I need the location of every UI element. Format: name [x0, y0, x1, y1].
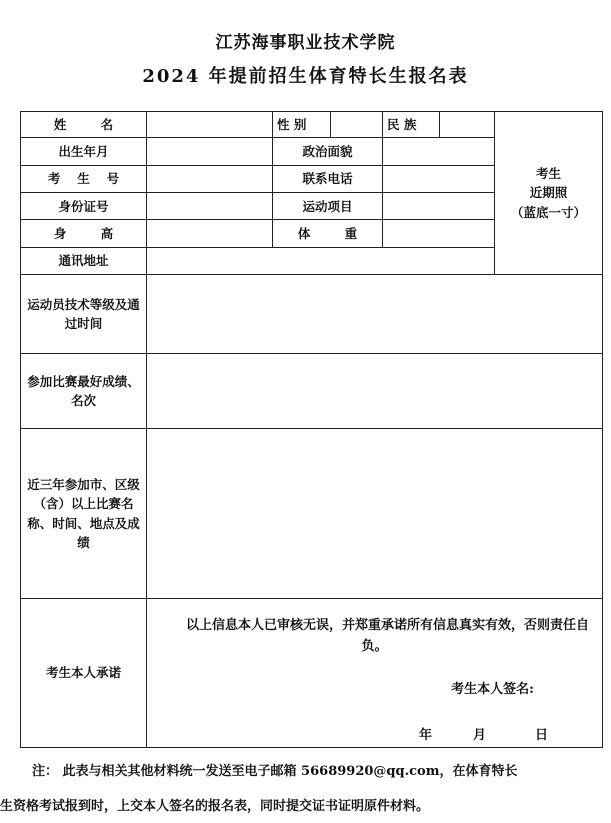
birth-label: 出生年月	[21, 138, 147, 165]
note-line-2: 生资格考试报到时，上交本人签名的报名表，同时提交证书证明原件材料。	[0, 799, 430, 814]
ethnicity-field[interactable]	[440, 112, 495, 138]
sport-field[interactable]	[383, 193, 495, 220]
id-no-label: 身份证号	[21, 193, 147, 220]
phone-label: 联系电话	[273, 165, 383, 192]
weight-field[interactable]	[383, 220, 495, 247]
photo-label-3: （蓝底一寸）	[510, 204, 586, 220]
exam-no-label: 考 生 号	[21, 165, 147, 192]
year-label: 年	[419, 727, 433, 743]
pledge-text: 以上信息本人已审核无误，并郑重承诺所有信息真实有效，否则责任自负。	[185, 618, 589, 655]
phone-field[interactable]	[383, 165, 495, 192]
address-label: 通讯地址	[21, 247, 147, 274]
birth-field[interactable]	[147, 138, 273, 165]
photo-label-2: 近期照	[529, 185, 568, 201]
gender-label: 性 别	[273, 112, 331, 138]
name-label: 姓 名	[21, 112, 147, 138]
photo-label-1: 考生	[535, 165, 561, 181]
political-label: 政治面貌	[273, 138, 383, 165]
political-field[interactable]	[383, 138, 495, 165]
name-field[interactable]	[147, 112, 273, 138]
note-line-1: 注： 此表与相关其他材料统一发送至电子邮箱 56689920@qq.com，在体育特长	[32, 764, 518, 779]
ethnicity-label: 民 族	[383, 112, 440, 138]
id-no-field[interactable]	[147, 193, 273, 220]
best-result-field[interactable]	[147, 354, 603, 429]
weight-label: 体 重	[273, 220, 383, 247]
height-label: 身 高	[21, 220, 147, 247]
gender-field[interactable]	[331, 112, 383, 138]
form-title: 2024 年提前招生体育特长生报名表	[142, 66, 469, 87]
best-result-label: 参加比赛最好成绩、名次	[21, 354, 147, 429]
school-name: 江苏海事职业技术学院	[215, 33, 396, 53]
month-label: 月	[473, 727, 487, 743]
level-field[interactable]	[147, 275, 603, 354]
registration-form-table	[20, 111, 603, 748]
photo-box[interactable]	[495, 112, 603, 275]
address-field[interactable]	[147, 247, 495, 274]
day-label: 日	[535, 727, 549, 743]
signature-line[interactable]: 考生本人签名:	[451, 681, 534, 697]
exam-no-field[interactable]	[147, 165, 273, 192]
recent-competitions-field[interactable]	[147, 429, 603, 599]
pledge-label: 考生本人承诺	[21, 599, 147, 748]
recent-competitions-label: 近三年参加市、区级（含）以上比赛名称、时间、地点及成绩	[21, 429, 147, 599]
sport-label: 运动项目	[273, 193, 383, 220]
height-field[interactable]	[147, 220, 273, 247]
pledge-area	[147, 599, 603, 748]
level-label: 运动员技术等级及通过时间	[21, 275, 147, 354]
date-line	[151, 726, 598, 746]
